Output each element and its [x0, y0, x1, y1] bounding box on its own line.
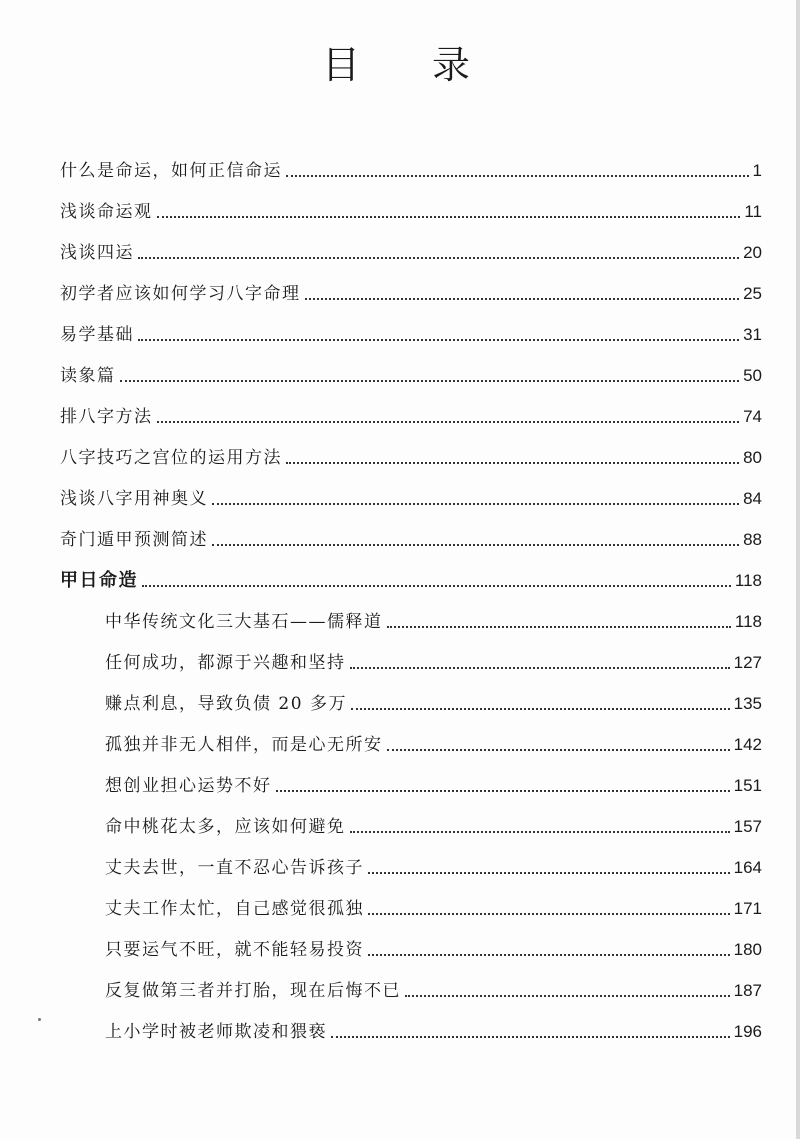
toc-entry-page: 1: [752, 161, 762, 180]
toc-sub-entry-page: 196: [733, 1022, 762, 1041]
toc-entry-label: 初学者应该如何学习八字命理: [60, 284, 301, 304]
dot-leader: [387, 748, 730, 751]
toc-entry[interactable]: [60, 234, 762, 264]
toc-sub-entry[interactable]: [105, 972, 762, 1002]
toc-sub-entry-page: 118: [734, 612, 762, 631]
toc-entry-label: 读象篇: [60, 366, 116, 386]
toc-sub-entry-label: 命中桃花太多，应该如何避免: [105, 817, 346, 837]
dot-leader: [276, 789, 730, 792]
toc-sub-entry-label: 孤独并非无人相伴，而是心无所安: [105, 735, 383, 755]
toc-entry-label: 浅谈八字用神奥义: [60, 489, 208, 509]
toc-sub-entry-label: 中华传统文化三大基石——儒释道: [105, 612, 383, 632]
toc-sub-entry-page: 171: [733, 899, 762, 918]
toc-entry[interactable]: [60, 193, 762, 223]
toc-entry-label: 排八字方法: [60, 407, 153, 427]
dot-leader: [305, 297, 740, 300]
toc-entry-label: 什么是命运，如何正信命运: [60, 161, 282, 181]
toc-sub-entry[interactable]: [105, 603, 762, 633]
toc-sub-entry-page: 180: [733, 940, 762, 959]
dot-leader: [142, 584, 731, 587]
toc-section-label: 甲日命造: [60, 570, 138, 591]
page-title: 目 录: [321, 43, 501, 87]
dot-leader: [387, 625, 731, 628]
toc-sub-entry[interactable]: [105, 767, 762, 797]
toc-entry-page: 80: [743, 448, 762, 467]
dot-leader: [405, 994, 730, 997]
toc-entry-page: 11: [744, 202, 762, 221]
toc-sub-entry-label: 想创业担心运势不好: [105, 776, 272, 796]
toc-entry[interactable]: [60, 521, 762, 551]
toc-entry[interactable]: [60, 152, 762, 182]
toc-entry-page: 25: [743, 284, 762, 303]
toc-sub-entry[interactable]: [105, 726, 762, 756]
toc-sub-entry-label: 任何成功，都源于兴趣和坚持: [105, 653, 346, 673]
toc-sub-entry-label: 上小学时被老师欺凌和猥亵: [105, 1022, 327, 1042]
toc-section-heading[interactable]: [60, 562, 762, 592]
toc-entry[interactable]: [60, 439, 762, 469]
dot-leader: [138, 338, 739, 341]
toc-sub-entry-label: 丈夫工作太忙，自己感觉很孤独: [105, 899, 364, 919]
toc-entry[interactable]: [60, 357, 762, 387]
toc-sub-entry[interactable]: [105, 931, 762, 961]
toc-entry-label: 八字技巧之宫位的运用方法: [60, 448, 282, 468]
toc-sub-entry-label: 反复做第三者并打胎，现在后悔不已: [105, 981, 401, 1001]
toc-entry[interactable]: [60, 480, 762, 510]
toc-entry-page: 50: [743, 366, 762, 385]
toc-sub-entry-page: 187: [733, 981, 762, 1000]
toc-entry[interactable]: [60, 275, 762, 305]
dot-leader: [350, 830, 730, 833]
toc-sub-entry-page: 157: [733, 817, 762, 836]
toc-entry-page: 88: [743, 530, 762, 549]
dot-leader: [351, 707, 730, 710]
toc-entry[interactable]: [60, 398, 762, 428]
toc-entry-label: 奇门遁甲预测简述: [60, 530, 208, 550]
dot-leader: [331, 1035, 730, 1038]
toc-entry-page: 74: [743, 407, 762, 426]
toc-entry-page: 20: [743, 243, 762, 262]
toc-sub-entry[interactable]: [105, 890, 762, 920]
toc-entry-page: 84: [743, 489, 762, 508]
toc-sub-entry-page: 127: [733, 653, 762, 672]
dot-leader: [120, 379, 740, 382]
dot-leader: [286, 461, 739, 464]
toc-entry-page: 31: [743, 325, 762, 344]
dot-leader: [157, 215, 741, 218]
dot-leader: [212, 543, 739, 546]
dot-leader: [350, 666, 730, 669]
toc-sub-entry-page: 164: [733, 858, 762, 877]
dot-leader: [368, 953, 730, 956]
toc-sub-entry[interactable]: [105, 849, 762, 879]
toc-sub-entry-label: 丈夫去世，一直不忍心告诉孩子: [105, 858, 364, 878]
toc-section-page: 118: [734, 571, 762, 590]
toc-entry-label: 浅谈命运观: [60, 202, 153, 222]
toc-entry-label: 浅谈四运: [60, 243, 134, 263]
toc-sub-entry[interactable]: [105, 644, 762, 674]
toc-sub-entry[interactable]: [105, 808, 762, 838]
toc-sub-entry[interactable]: [105, 1013, 762, 1043]
scan-speck: [38, 1018, 41, 1021]
dot-leader: [212, 502, 739, 505]
toc-sub-entry-page: 135: [733, 694, 762, 713]
dot-leader: [138, 256, 739, 259]
toc-sub-entry[interactable]: [105, 685, 762, 715]
toc-entry[interactable]: [60, 316, 762, 346]
toc-sub-entry-label: 赚点利息，导致负债 20 多万: [105, 694, 347, 714]
page-edge-shadow: [796, 0, 800, 1139]
toc-sub-entry-page: 142: [733, 735, 762, 754]
dot-leader: [368, 912, 730, 915]
toc-sub-entry-label: 只要运气不旺，就不能轻易投资: [105, 940, 364, 960]
dot-leader: [157, 420, 740, 423]
dot-leader: [286, 174, 749, 177]
dot-leader: [368, 871, 730, 874]
toc-entry-label: 易学基础: [60, 325, 134, 345]
toc-sub-entry-page: 151: [733, 776, 762, 795]
